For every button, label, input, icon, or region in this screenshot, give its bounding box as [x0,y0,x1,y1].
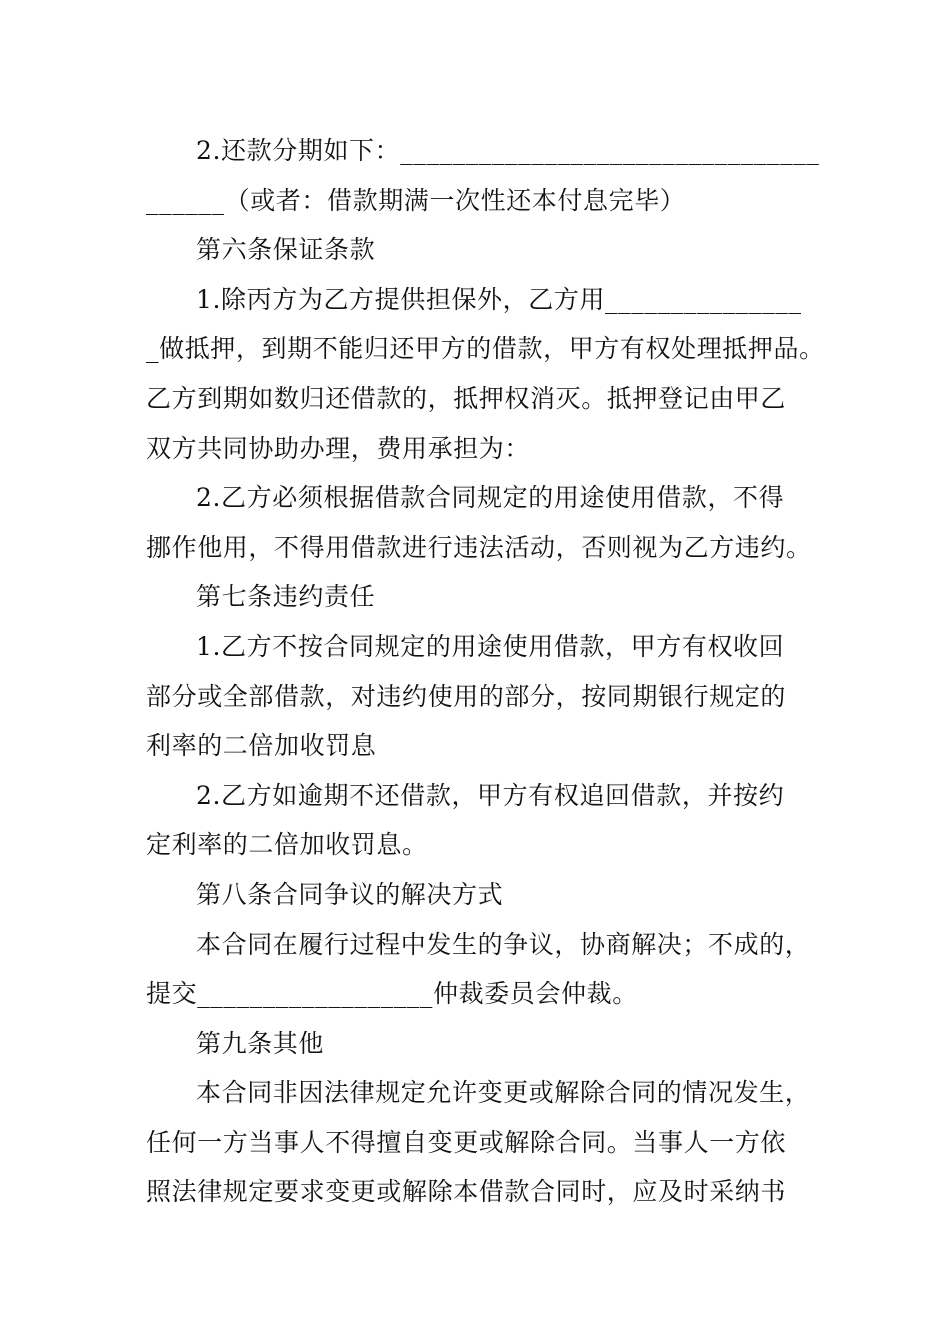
repayment-alternative-line: ______（或者：借款期满一次性还本付息完毕） [146,185,686,215]
article-6-clause-2-line-2: 挪作他用，不得用借款进行违法活动，否则视为乙方违约。 [146,532,812,562]
article-6-clause-1-line-2: _做抵押，到期不能归还甲方的借款，甲方有权处理抵押品。 [146,334,825,364]
document-body [146,126,826,1217]
article-7-clause-1-line-1: 1.乙方不按合同规定的用途使用借款，甲方有权收回 [196,631,785,661]
article-6-heading: 第六条保证条款 [196,235,376,265]
article-9-body-line-3: 照法律规定要求变更或解除本借款合同时，应及时采纳书 [146,1177,787,1207]
article-6-clause-1-line-3: 乙方到期如数归还借款的，抵押权消灭。抵押登记由甲乙 [146,383,787,413]
article-7-clause-1-line-3: 利率的二倍加收罚息 [146,731,377,761]
article-8-body-line-2: 提交__________________仲裁委员会仲裁。 [146,979,638,1009]
article-7-heading: 第七条违约责任 [196,582,376,612]
repayment-installments-line: 2.还款分期如下：________________________________ [196,136,820,165]
article-8-body-line-1: 本合同在履行过程中发生的争议，协商解决；不成的， [196,929,811,959]
article-8-heading: 第八条合同争议的解决方式 [196,879,504,909]
article-9-heading: 第九条其他 [196,1028,325,1058]
article-9-body-line-1: 本合同非因法律规定允许变更或解除合同的情况发生， [196,1078,811,1108]
article-9-body-line-2: 任何一方当事人不得擅自变更或解除合同。当事人一方依 [146,1127,787,1157]
article-6-clause-2-line-1: 2.乙方必须根据借款合同规定的用途使用借款，不得 [196,483,785,513]
article-6-clause-1-line-1: 1.除丙方为乙方提供担保外，乙方用_______________ [196,284,802,314]
article-6-clause-1-line-4: 双方共同协助办理，费用承担为： [146,433,531,463]
article-7-clause-2-line-1: 2.乙方如逾期不还借款，甲方有权追回借款，并按约 [196,780,785,810]
article-7-clause-1-line-2: 部分或全部借款，对违约使用的部分，按同期银行规定的 [146,681,787,711]
article-7-clause-2-line-2: 定利率的二倍加收罚息。 [146,830,428,860]
